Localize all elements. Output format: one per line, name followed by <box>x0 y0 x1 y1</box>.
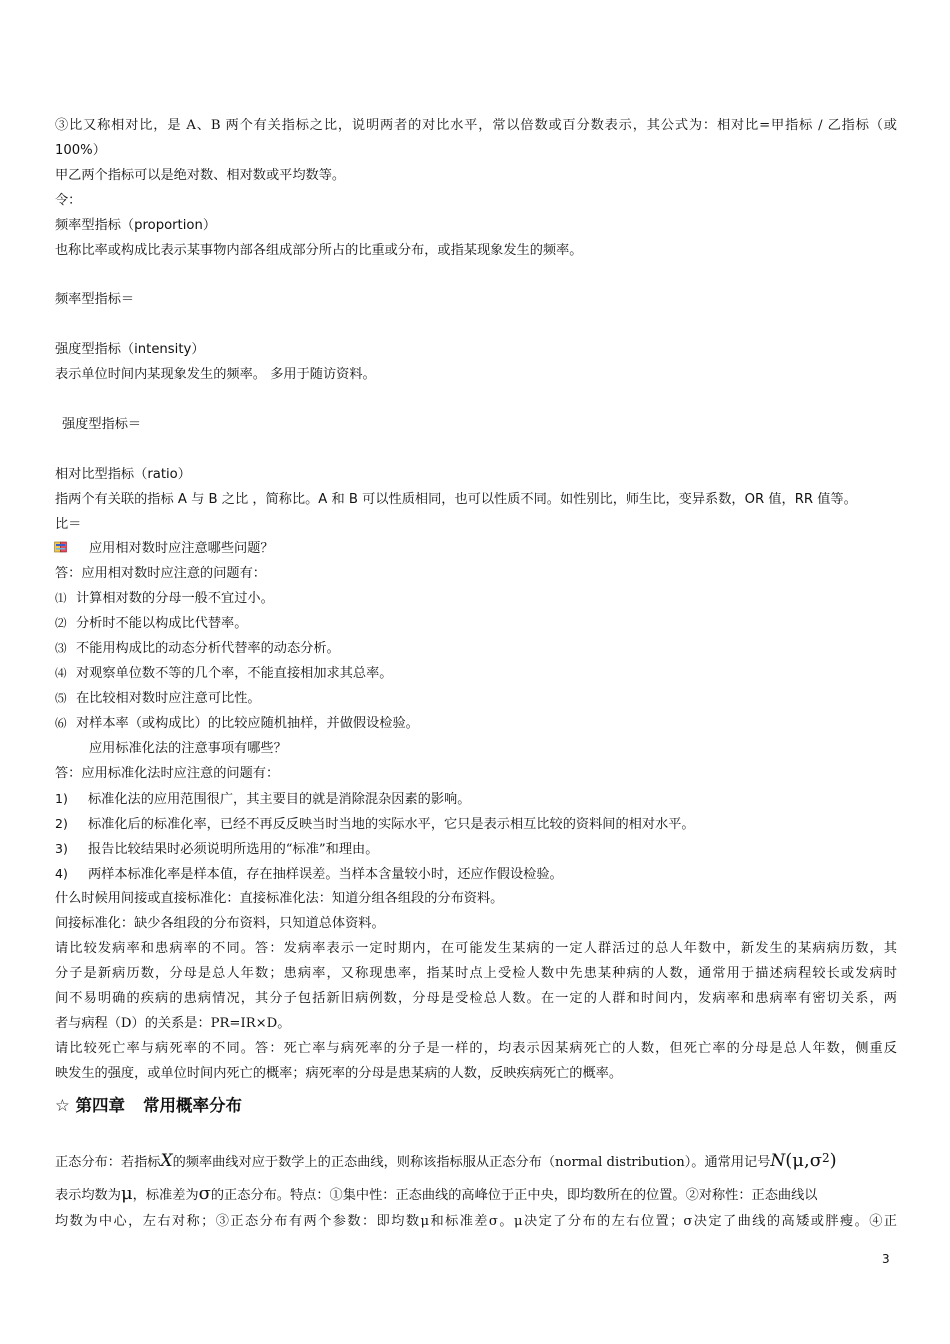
list-text: 分析时不能以构成比代替率。 <box>76 616 248 631</box>
math-symbol-n: N <box>770 1151 786 1171</box>
list-marker: ⑴ <box>55 591 67 605</box>
math-close: ) <box>829 1150 837 1171</box>
list-text: 对观察单位数不等的几个率，不能直接相加求其总率。 <box>76 666 393 681</box>
answer-relative-numbers-intro: 答：应用相对数时应注意的问题有： <box>55 566 266 581</box>
ratio-desc-rr: RR <box>794 492 814 507</box>
ratio-desc-part: 之比 ，简称比。 <box>217 492 319 507</box>
text-line-ratio-formula: 比＝ <box>55 517 82 532</box>
question-relative-numbers: 应用相对数时应注意哪些问题？ <box>89 541 274 556</box>
text-line-ratio-definition: ③比又称相对比，是 A、B 两个有关指标之比，说明两者的对比水平，常以倍数或百分数表示，其公式为：相对比=甲指标 / 乙指标（或 <box>55 118 897 133</box>
ratio-desc-or: OR <box>744 492 765 507</box>
ratio-desc-part: 指两个有关联的指标 <box>55 492 178 507</box>
list-marker: 2) <box>55 816 68 831</box>
list-marker: ⑷ <box>55 666 67 680</box>
proportion-heading-label: 频率型指标（ <box>55 218 135 233</box>
list-item <box>55 615 897 632</box>
text-line-intensity-formula: 强度型指标＝ <box>62 417 142 432</box>
text-line-ratio-note: 甲乙两个指标可以是绝对数、相对数或平均数等。 <box>55 168 346 183</box>
list-item <box>55 840 897 858</box>
text-line-proportion-heading <box>55 217 897 234</box>
text-line-when-standardize: 什么时候用间接或直接标准化：直接标准化法：知道分组各组段的分布资料。 <box>55 891 504 906</box>
proportion-term: proportion <box>134 218 203 233</box>
list-item <box>55 590 897 607</box>
list-text: 对样本率（或构成比）的比较应随机抽样，并做假设检验。 <box>76 716 419 731</box>
text-line-proportion-desc: 也称比率或构成比表示某事物内部各组成部分所占的比重或分布，或指某现象发生的频率。 <box>55 243 583 258</box>
list-marker: 1) <box>55 791 68 806</box>
text-line-indirect-standardize: 间接标准化：缺少各组段的分布资料，只知道总体资料。 <box>55 916 385 931</box>
proportion-heading-close: ） <box>202 218 217 233</box>
paragraph-incidence-prevalence-1: 请比较发病率和患病率的不同。答：发病率表示一定时期内，在可能发生某病的一定人群活过的总人年数中，新发生的某病病历数，其 <box>55 941 897 956</box>
text-line-normal-distribution-3: 均数为中心，左右对称；③正态分布有两个参数：即均数μ和标准差σ。μ决定了分布的左右位置；σ决定了曲线的高矮或胖瘦。④正 <box>55 1214 897 1229</box>
text-line-ratio-desc <box>55 491 897 508</box>
ratio-term: ratio <box>147 467 178 482</box>
ratio-desc-a: A <box>177 492 187 507</box>
normal-text: 正态分布：若指标 <box>55 1155 161 1170</box>
ratio-desc-b: B <box>348 492 358 507</box>
normal-text: ，标准差为 <box>132 1188 199 1203</box>
page-number: 3 <box>882 1252 890 1266</box>
list-text: 报告比较结果时必须说明所选用的“标准”和理由。 <box>88 842 379 857</box>
chapter-number: 第四章 <box>75 1096 126 1115</box>
list-marker: ⑵ <box>55 616 67 630</box>
paragraph-incidence-prevalence-3: 间不易明确的疾病的患病情况，其分子包括新旧病例数，分母是受检总人数。在一定的人群和时间内，发病率和患病率有密切关系，两 <box>55 991 897 1006</box>
list-text: 两样本标准化率是样本值，存在抽样误差。当样本含量较小时，还应作假设检验。 <box>88 867 563 882</box>
ratio-heading-close: ） <box>177 467 191 482</box>
list-marker: 4) <box>55 866 68 881</box>
math-symbol-mu: μ <box>120 1183 133 1204</box>
paragraph-incidence-prevalence-4: 者与病程（D）的关系是：PR=IR×D。 <box>55 1016 291 1031</box>
math-variable-x: X <box>160 1151 173 1171</box>
chapter-title: 常用概率分布 <box>143 1096 243 1115</box>
math-args: (μ,σ <box>785 1150 823 1171</box>
list-marker: ⑹ <box>55 716 67 730</box>
text-line-proportion-formula: 频率型指标＝ <box>55 292 135 307</box>
text-line-ratio-heading <box>55 466 897 483</box>
text-line-ratio-continued: 100%） <box>55 143 106 158</box>
text-line-normal-distribution-2 <box>55 1185 897 1204</box>
list-text: 计算相对数的分母一般不宜过小。 <box>76 591 274 606</box>
intensity-term: intensity <box>134 342 192 357</box>
ratio-desc-a: A <box>318 492 328 507</box>
text-line-intensity-desc: 表示单位时间内某现象发生的频率。 多用于随访资料。 <box>55 367 376 382</box>
intensity-heading-label: 强度型指标（ <box>55 342 135 357</box>
text-line-intensity-heading <box>55 341 897 358</box>
ratio-heading-label: 相对比型指标（ <box>55 467 148 482</box>
paragraph-mortality-fatality-1: 请比较死亡率与病死率的不同。答：死亡率与病死率的分子是一样的，均表示因某病死亡的人数，但死亡率的分母是总人年数，侧重反 <box>55 1041 897 1056</box>
list-text: 标准化后的标准化率，已经不再反反映当时当地的实际水平，它只是表示相互比较的资料间的相对水平。 <box>88 817 695 832</box>
normal-text: 的正态分布。特点：①集中性：正态曲线的高峰位于正中央，即均数所在的位置。②对称性：正态曲线以 <box>210 1188 818 1203</box>
list-item <box>55 715 897 732</box>
chapter-heading <box>55 1096 242 1116</box>
list-item <box>55 815 897 833</box>
list-marker: 3) <box>55 841 68 856</box>
text-line-normal-distribution-1 <box>55 1150 897 1171</box>
paragraph-mortality-fatality-2: 映发生的强度，或单位时间内死亡的概率；病死率的分母是患某病的人数，反映疾病死亡的概率。 <box>55 1066 623 1081</box>
ratio-desc-part: 值等。 <box>813 492 857 507</box>
list-marker: ⑸ <box>55 691 67 705</box>
question-standardization: 应用标准化法的注意事项有哪些？ <box>89 741 287 756</box>
list-item <box>55 865 897 883</box>
answer-standardization-intro: 答：应用标准化法时应注意的问题有： <box>55 766 280 781</box>
math-symbol-sigma: σ <box>198 1183 211 1204</box>
star-icon: ☆ <box>55 1096 70 1115</box>
list-item <box>55 790 897 808</box>
list-item <box>55 690 897 707</box>
list-text: 在比较相对数时应注意可比性。 <box>76 691 261 706</box>
ratio-desc-part: 和 <box>327 492 349 507</box>
math-superscript: 2 <box>822 1151 830 1165</box>
text-line-let: 令： <box>55 193 82 208</box>
paragraph-incidence-prevalence-2: 分子是新病历数，分母是总人年数；患病率，又称现患率，指某时点上受检人数中先患某种病的人数，通常用于描述病程较长或发病时 <box>55 966 897 981</box>
list-item <box>55 640 897 657</box>
intensity-heading-close: ） <box>191 342 205 357</box>
book-icon <box>54 541 67 553</box>
ratio-desc-part: 可以性质相同，也可以性质不同。如性别比，师生比，变异系数， <box>357 492 745 507</box>
list-marker: ⑶ <box>55 641 67 655</box>
normal-text: 表示均数为 <box>55 1188 121 1203</box>
list-item <box>55 665 897 682</box>
ratio-desc-part: 值， <box>764 492 795 507</box>
list-text: 标准化法的应用范围很广，其主要目的就是消除混杂因素的影响。 <box>88 792 471 807</box>
ratio-desc-part: 与 <box>186 492 209 507</box>
normal-text: 的频率曲线对应于数学上的正态曲线，则称该指标服从正态分布（normal distribution）。通常用记号 <box>172 1155 771 1170</box>
list-text: 不能用构成比的动态分析代替率的动态分析。 <box>76 641 340 656</box>
ratio-desc-b: B <box>208 492 218 507</box>
